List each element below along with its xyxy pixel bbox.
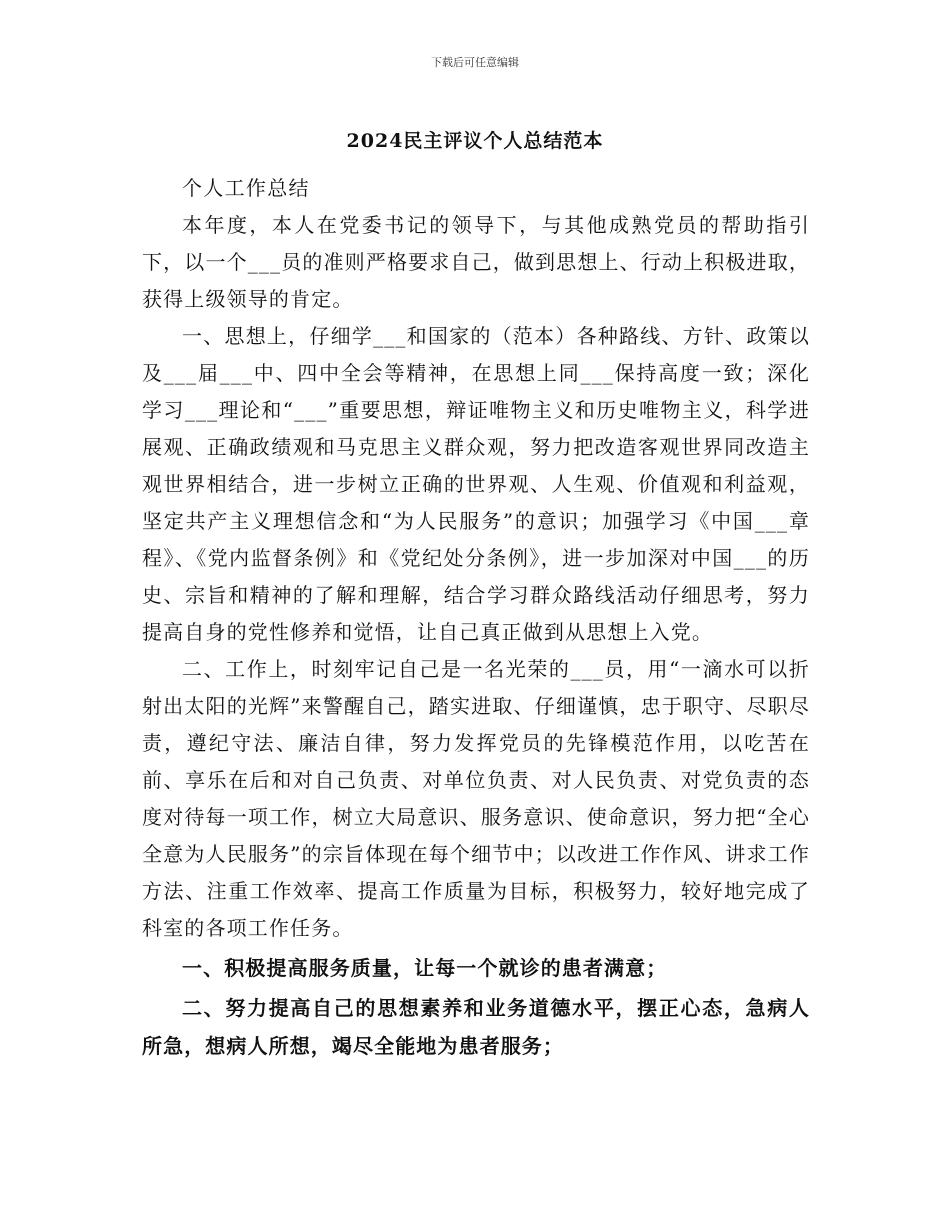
document-body [142, 170, 810, 1065]
document-title: 2024民主评议个人总结范本 [346, 130, 604, 152]
paragraph-intro: 本年度，本人在党委书记的领导下，与其他成熟党员的帮助指引下，以一个___员的准则严格要求自己，做到思想上、行动上积极进取，获得上级领导的肯定。 [142, 213, 810, 311]
bold-point-service: 一、积极提高服务质量，让每一个就诊的患者满意； [182, 956, 668, 980]
section-heading: 个人工作总结 [182, 176, 310, 200]
paragraph-ideology: 一、思想上，仔细学___和国家的（范本）各种路线、方针、政策以及___届___中、四中全会等精神，在思想上同___保持高度一致；深化学习___理论和“___”重要思想，辩证唯物主义和历史唯物主义，科学进展观、正确政绩观和马克思主义群众观，努力把改造客观世界同改造主观世界相结合，进一步树立正确的世界观、人生观、价值观和利益观，坚定共产主义理想信念和“为人民服务”的意识；加强学习《中国___章程》、《党内监督条例》和《党纪处分条例》，进一步加深对中国___的历史、宗旨和精神的了解和理解，结合学习群众路线活动仔细思考，努力提高自身的党性修养和觉悟，让自己真正做到从思想上入党。 [142, 324, 810, 644]
bold-point-ethics: 二、努力提高自己的思想素养和业务道德水平，摆正心态，急病人所急，想病人所想，竭尽全能地为患者服务； [142, 996, 810, 1058]
header-note: 下载后可任意编辑 [431, 56, 519, 69]
paragraph-work: 二、工作上，时刻牢记自己是一名光荣的___员，用“一滴水可以折射出太阳的光辉”来警醒自己，踏实进取、仔细谨慎，忠于职守、尽职尽责，遵纪守法、廉洁自律，努力发挥党员的先锋模范作用，以吃苦在前、享乐在后和对自己负责、对单位负责、对人民负责、对党负责的态度对待每一项工作，树立大局意识、服务意识、使命意识，努力把“全心全意为人民服务”的宗旨体现在每个细节中；以改进工作作风、讲求工作方法、注重工作效率、提高工作质量为目标，积极努力，较好地完成了科室的各项工作任务。 [142, 657, 810, 940]
